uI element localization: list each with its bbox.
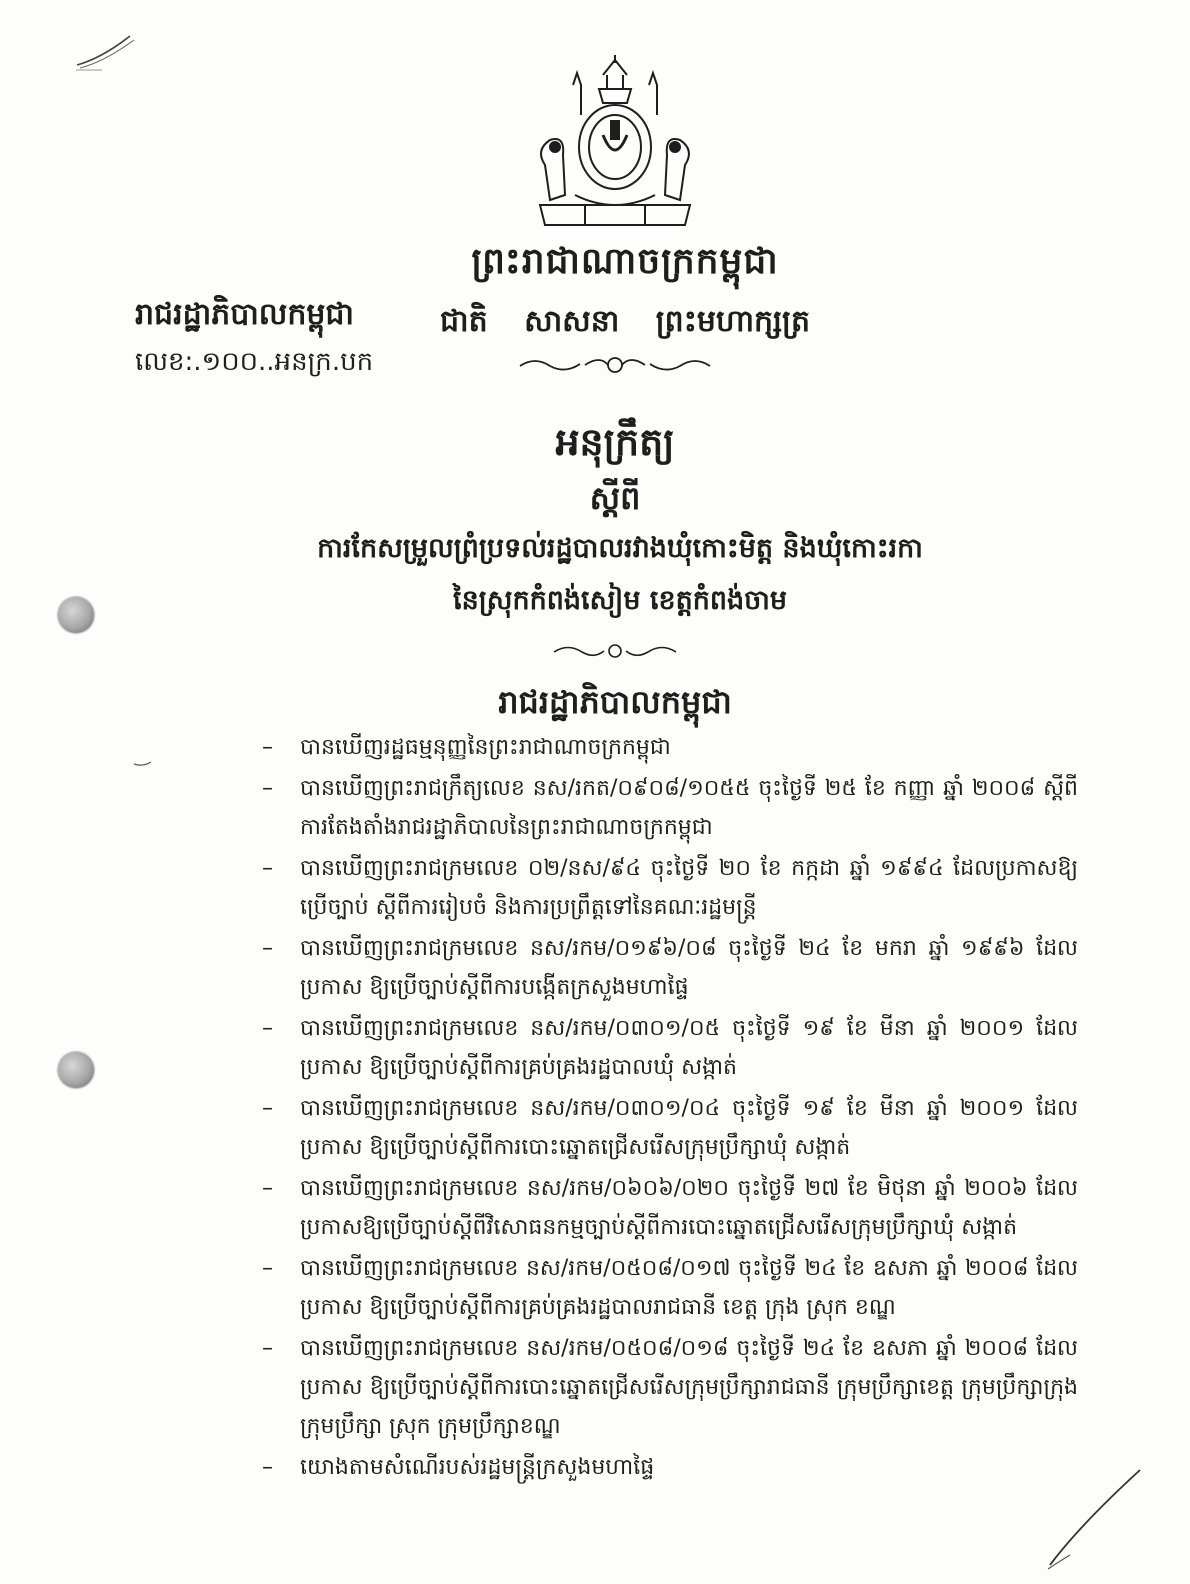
body-issuer-heading: រាជរដ្ឋាភិបាលកម្ពុជា	[498, 683, 732, 721]
ornament-divider-icon	[550, 640, 680, 662]
document-subject-line1: ការកែសម្រួលព្រំប្រទល់រដ្ឋបាលរវាងឃុំកោះមិត្ត និងឃុំកោះរកា	[317, 533, 923, 564]
preamble-clause-list	[258, 728, 1078, 1489]
preamble-clause	[258, 1249, 1078, 1327]
document-subject-line2: នៃស្រុកកំពង់សៀម ខេត្តកំពង់ចាម	[453, 585, 787, 616]
clause-dash: –	[262, 1256, 273, 1281]
clause-text: បានឃើញព្រះរាជក្រមលេខ នស/រកម/០៥០៨/០១៨ ចុះថ្ងៃទី ២៤ ខែ ឧសភា ឆ្នាំ ២០០៨ ដែលប្រកាស ឱ្យប្រើច្បាប់ស្តីពីការបោះឆ្នោតជ្រើសរើសក្រុមប្រឹក្សារាជធានី ក្រុមប្រឹក្សាខេត្ត ក្រុមប្រឹក្សាក្រុង ក្រុមប្រឹក្សា ស្រុក ក្រុមប្រឹក្សាខណ្ឌ	[300, 1336, 1078, 1439]
preamble-clause	[258, 1329, 1078, 1446]
kingdom-title: ព្រះរាជាណាចក្រកម្ពុជា	[471, 241, 779, 282]
motto-nation: ជាតិ	[440, 304, 488, 339]
document-about: ស្តីពី	[589, 479, 641, 517]
preamble-clause	[258, 728, 1078, 767]
clause-dash: –	[262, 1176, 273, 1201]
signature-stroke-icon	[1040, 1465, 1150, 1575]
clause-dash: –	[262, 856, 273, 881]
clause-text: បានឃើញព្រះរាជក្រមលេខ នស/រកម/០៣០១/០៥ ចុះថ្ងៃទី ១៩ ខែ មីនា ឆ្នាំ ២០០១ ដែលប្រកាស ឱ្យប្រើច្បាប់ស្តីពីការគ្រប់គ្រងរដ្ឋបាលឃុំ សង្កាត់	[300, 1016, 1078, 1080]
clause-text: បានឃើញព្រះរាជក្រមលេខ នស/រកម/០៦០៦/០២០ ចុះថ្ងៃទី ២៧ ខែ មិថុនា ឆ្នាំ ២០០៦ ដែល ប្រកាសឱ្យប្រើច្បាប់ស្តីពីវិសោធនកម្មច្បាប់ស្តីពីការបោះឆ្នោតជ្រើសរើសក្រុមប្រឹក្សាឃុំ សង្កាត់	[300, 1176, 1078, 1240]
punch-hole	[58, 1052, 94, 1088]
document-type: អនុក្រឹត្យ	[555, 420, 675, 464]
motto-religion: សាសនា	[524, 304, 620, 339]
national-motto	[440, 302, 810, 346]
margin-mark-icon	[133, 758, 153, 768]
preamble-clause	[258, 1089, 1078, 1167]
clause-dash: –	[262, 1455, 273, 1480]
punch-hole	[58, 597, 94, 633]
clause-text: បានឃើញរដ្ឋធម្មនុញ្ញនៃព្រះរាជាណាចក្រកម្ពុជា	[300, 735, 671, 760]
preamble-clause	[258, 929, 1078, 1007]
clause-text: បានឃើញព្រះរាជក្រមលេខ នស/រកម/០៥០៨/០១៧ ចុះថ្ងៃទី ២៤ ខែ ឧសភា ឆ្នាំ ២០០៨ ដែលប្រកាស ឱ្យប្រើច្បាប់ស្តីពីការគ្រប់គ្រងរដ្ឋបាលរាជធានី ខេត្ត ក្រុង ស្រុក ខណ្ឌ	[300, 1256, 1078, 1320]
clause-dash: –	[262, 776, 273, 801]
royal-coat-of-arms-icon	[515, 55, 715, 235]
preamble-clause	[258, 769, 1078, 847]
clause-text: យោងតាមសំណើរបស់រដ្ឋមន្ត្រីក្រសួងមហាផ្ទៃ	[300, 1455, 655, 1480]
ornament-divider-icon	[515, 352, 715, 378]
clause-dash: –	[262, 1096, 273, 1121]
clause-dash: –	[262, 735, 273, 760]
issuing-government: រាជរដ្ឋាភិបាលកម្ពុជា	[135, 297, 354, 332]
preamble-clause	[258, 1009, 1078, 1087]
clause-text: បានឃើញព្រះរាជក្រមលេខ នស/រកម/០៣០១/០៤ ចុះថ្ងៃទី ១៩ ខែ មីនា ឆ្នាំ ២០០១ ដែលប្រកាស ឱ្យប្រើច្បាប់ស្តីពីការបោះឆ្នោតជ្រើសរើសក្រុមប្រឹក្សាឃុំ សង្កាត់	[300, 1096, 1078, 1160]
preamble-clause	[258, 849, 1078, 927]
clause-text: បានឃើញព្រះរាជក្រឹត្យលេខ នស/រកត/០៩០៨/១០៥៥ ចុះថ្ងៃទី ២៥ ខែ កញ្ញា ឆ្នាំ ២០០៨ ស្តីពី ការតែងតាំងរាជរដ្ឋាភិបាលនៃព្រះរាជាណាចក្រកម្ពុជា	[300, 776, 1078, 840]
clause-dash: –	[262, 1016, 273, 1041]
motto-king: ព្រះមហាក្សត្រ	[655, 304, 810, 339]
pen-mark-icon	[72, 30, 142, 75]
clause-text: បានឃើញព្រះរាជក្រមលេខ នស/រកម/០១៩៦/០៨ ចុះថ្ងៃទី ២៤ ខែ មករា ឆ្នាំ ១៩៩៦ ដែលប្រកាស ឱ្យប្រើច្បាប់ស្តីពីការបង្កើតក្រសួងមហាផ្ទៃ	[300, 936, 1078, 1000]
reference-number: លេខ:.១០០..អនក្រ.បក	[135, 347, 374, 377]
clause-text: បានឃើញព្រះរាជក្រមលេខ ០២/នស/៩៤ ចុះថ្ងៃទី ២០ ខែ កក្កដា ឆ្នាំ ១៩៩៤ ដែលប្រកាសឱ្យប្រើច្បាប់ ស្តីពីការរៀបចំ និងការប្រព្រឹត្តទៅនៃគណៈរដ្ឋមន្ត្រី	[300, 856, 1078, 920]
clause-dash: –	[262, 936, 273, 961]
clause-dash: –	[262, 1336, 273, 1361]
preamble-clause	[258, 1169, 1078, 1247]
preamble-clause	[258, 1448, 1078, 1487]
